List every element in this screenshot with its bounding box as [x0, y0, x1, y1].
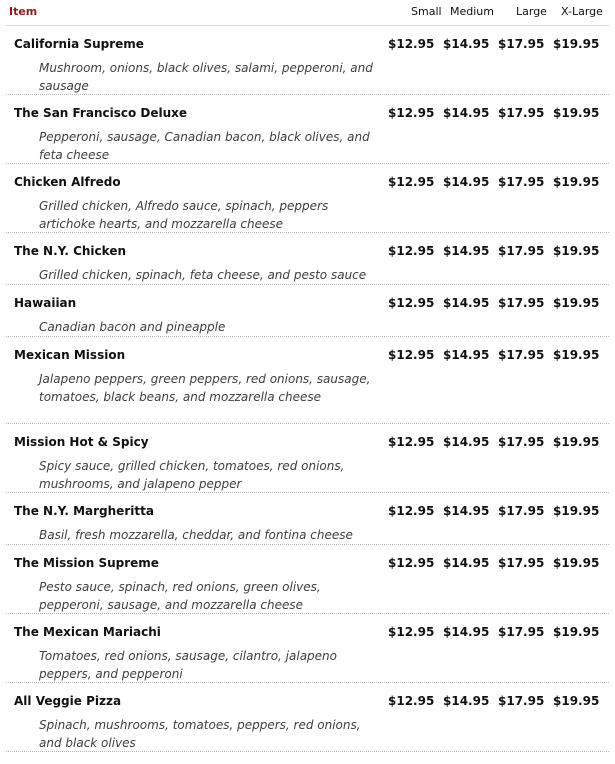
price-small: $12.95	[388, 694, 435, 708]
price-large: $17.95	[498, 296, 545, 310]
menu-item-row	[6, 493, 609, 545]
menu-item-row	[6, 285, 609, 337]
price-large: $17.95	[498, 556, 545, 570]
price-medium: $14.95	[443, 504, 490, 518]
price-large: $17.95	[498, 694, 545, 708]
price-medium: $14.95	[443, 348, 490, 362]
column-header-medium: Medium	[450, 5, 494, 18]
column-header-item: Item	[9, 5, 38, 18]
column-header-x-large: X-Large	[561, 5, 603, 18]
item-name: All Veggie Pizza	[14, 694, 122, 708]
menu-item-row	[6, 424, 609, 493]
price-medium: $14.95	[443, 37, 490, 51]
item-name: The San Francisco Deluxe	[14, 106, 188, 120]
price-medium: $14.95	[443, 244, 490, 258]
price-x-large: $19.95	[553, 625, 600, 639]
item-description: Grilled chicken, spinach, feta cheese, and pesto sauce	[39, 268, 367, 282]
price-x-large: $19.95	[553, 106, 600, 120]
item-description: Canadian bacon and pineapple	[39, 320, 226, 334]
price-small: $12.95	[388, 435, 435, 449]
price-medium: $14.95	[443, 556, 490, 570]
price-large: $17.95	[498, 625, 545, 639]
price-medium: $14.95	[443, 435, 490, 449]
item-name: The N.Y. Margheritta	[14, 504, 154, 518]
price-x-large: $19.95	[553, 296, 600, 310]
price-x-large: $19.95	[553, 175, 600, 189]
item-name: The N.Y. Chicken	[14, 244, 127, 258]
price-large: $17.95	[498, 106, 545, 120]
price-small: $12.95	[388, 348, 435, 362]
menu-item-row	[6, 164, 609, 233]
item-description: Mushroom, onions, black olives, salami, pepperoni, and sausage	[39, 61, 373, 93]
column-header-large: Large	[516, 5, 547, 18]
price-large: $17.95	[498, 435, 545, 449]
menu-item-row	[6, 95, 609, 164]
price-medium: $14.95	[443, 106, 490, 120]
price-medium: $14.95	[443, 296, 490, 310]
table-header	[6, 0, 609, 26]
price-x-large: $19.95	[553, 694, 600, 708]
item-name: The Mexican Mariachi	[14, 625, 161, 639]
price-medium: $14.95	[443, 694, 490, 708]
price-x-large: $19.95	[553, 244, 600, 258]
item-description: Spinach, mushrooms, tomatoes, peppers, red onions, and black olives	[39, 718, 361, 750]
price-large: $17.95	[498, 348, 545, 362]
item-description: Pepperoni, sausage, Canadian bacon, black olives, and feta cheese	[39, 130, 370, 162]
price-large: $17.95	[498, 504, 545, 518]
price-x-large: $19.95	[553, 37, 600, 51]
price-medium: $14.95	[443, 625, 490, 639]
column-header-small: Small	[411, 5, 442, 18]
item-name: Chicken Alfredo	[14, 175, 121, 189]
item-name: The Mission Supreme	[14, 556, 159, 570]
item-name: Mission Hot & Spicy	[14, 435, 149, 449]
item-name: California Supreme	[14, 37, 144, 51]
price-x-large: $19.95	[553, 556, 600, 570]
price-small: $12.95	[388, 296, 435, 310]
pizza-menu-table	[6, 0, 609, 752]
price-small: $12.95	[388, 556, 435, 570]
menu-item-row	[6, 614, 609, 683]
menu-item-row	[6, 26, 609, 95]
price-small: $12.95	[388, 504, 435, 518]
price-x-large: $19.95	[553, 435, 600, 449]
item-name: Mexican Mission	[14, 348, 126, 362]
menu-item-row	[6, 233, 609, 285]
price-medium: $14.95	[443, 175, 490, 189]
item-description: Spicy sauce, grilled chicken, tomatoes, red onions, mushrooms, and jalapeno pepper	[39, 459, 345, 491]
price-large: $17.95	[498, 244, 545, 258]
item-name: Hawaiian	[14, 296, 77, 310]
menu-item-row	[6, 545, 609, 614]
item-description: Basil, fresh mozzarella, cheddar, and fontina cheese	[39, 528, 353, 542]
price-small: $12.95	[388, 175, 435, 189]
price-small: $12.95	[388, 244, 435, 258]
price-large: $17.95	[498, 175, 545, 189]
price-x-large: $19.95	[553, 504, 600, 518]
item-description: Jalapeno peppers, green peppers, red onions, sausage, tomatoes, black beans, and mozzarella cheese	[39, 372, 371, 404]
item-description: Tomatoes, red onions, sausage, cilantro, jalapeno peppers, and pepperoni	[39, 649, 338, 681]
price-small: $12.95	[388, 106, 435, 120]
price-small: $12.95	[388, 625, 435, 639]
price-large: $17.95	[498, 37, 545, 51]
price-x-large: $19.95	[553, 348, 600, 362]
item-description: Grilled chicken, Alfredo sauce, spinach, peppers artichoke hearts, and mozzarella cheese	[39, 199, 329, 231]
menu-item-row	[6, 337, 609, 424]
price-small: $12.95	[388, 37, 435, 51]
item-description: Pesto sauce, spinach, red onions, green olives, pepperoni, sausage, and mozzarella cheese	[39, 580, 321, 612]
menu-item-row	[6, 683, 609, 752]
